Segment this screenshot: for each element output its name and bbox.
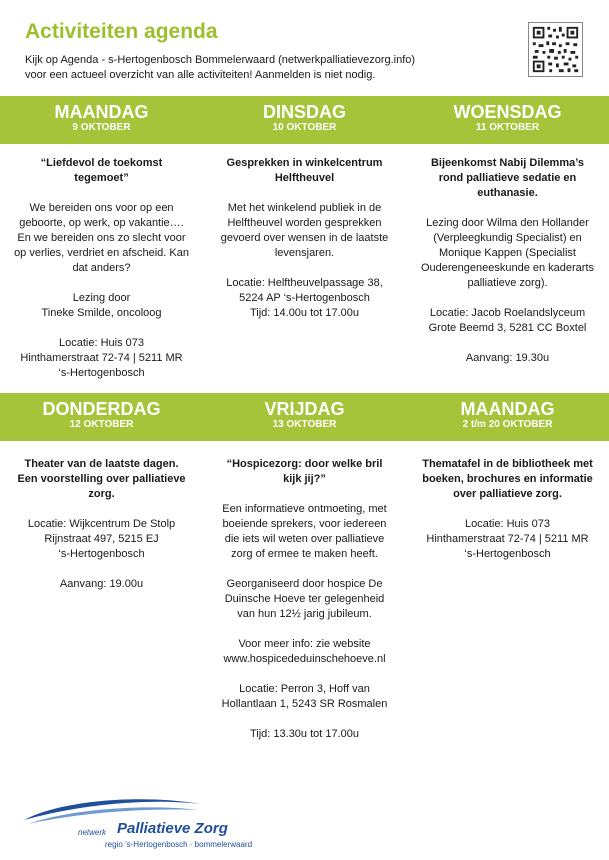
event-info xyxy=(217,637,392,667)
day-band-row-1 xyxy=(0,96,609,144)
location-line: Grote Beemd 3, 5281 CC Boxtel xyxy=(428,322,587,334)
location-line: Locatie: Huis 073 xyxy=(59,337,144,349)
day-name: DONDERDAG xyxy=(42,399,161,419)
intro-line-2: voor een actueel overzicht van alle activiteiten! Aanmelden is niet nodig. xyxy=(25,69,376,81)
day-header-tuesday-10 xyxy=(203,96,406,144)
day-date: 9 OKTOBER xyxy=(72,122,131,133)
intro-line-1-text: Kijk op Agenda - s-Hertogenbosch Bommelerwaard (netwerkpalliatievezorg.info) xyxy=(25,54,416,66)
location-line: Hinthamerstraat 72-74 | 5211 MR xyxy=(20,352,183,364)
event-location xyxy=(217,276,392,321)
event-title: “Liefdevol de toekomst tegemoet” xyxy=(40,157,163,184)
intro-line-1 xyxy=(25,53,495,68)
day-date: 10 OKTOBER xyxy=(272,122,337,133)
qr-code-icon xyxy=(528,22,583,77)
day-name: VRIJDAG xyxy=(264,399,345,419)
event-title: Bijeenkomst Nabij Dilemma’s rond palliatieve sedatie en euthanasie. xyxy=(430,157,585,199)
event-location xyxy=(420,517,595,562)
event-title: Gesprekken in winkelcentrum Helftheuvel xyxy=(226,157,383,184)
day-name: MAANDAG xyxy=(54,102,149,122)
day-date: 2 t/m 20 OKTOBER xyxy=(462,419,553,430)
event-title: “Hospicezorg: door welke bril kijk jij?” xyxy=(226,458,383,485)
event-friday-13 xyxy=(203,457,406,757)
event-monday-9 xyxy=(0,156,203,396)
location-line: 5224 AP ‘s-Hertogenbosch xyxy=(239,292,370,304)
event-body: Lezing door Wilma den Hollander (Verpleegkundig Specialist) en Monique Kappen (Specialist Ouderengeneeskunde en kaderarts palliatieve zorg). xyxy=(420,217,595,289)
location-line: Locatie: Wijkcentrum De Stolp xyxy=(27,518,176,530)
event-start: Aanvang: 19.30u xyxy=(465,352,550,364)
day-header-monday-2-20 xyxy=(406,393,609,441)
day-header-friday-13 xyxy=(203,393,406,441)
event-body: We bereiden ons voor op een geboorte, op werk, op vakantie…. En we bereiden ons zo slecht voor op verlies, verdriet en afscheid. Kan dat anders? xyxy=(14,202,189,274)
day-name: MAANDAG xyxy=(460,399,555,419)
event-time: Tijd: 14.00u tot 17.00u xyxy=(249,307,360,319)
event-start: Aanvang: 19.00u xyxy=(59,578,144,590)
event-body: Een informatieve ontmoeting, met boeiende sprekers, voor iedereen die iets wil weten over palliatieve zorg of ermee te maken heeft. xyxy=(222,503,387,560)
day-header-monday-9 xyxy=(0,96,203,144)
page-title: Activiteiten agenda xyxy=(25,20,218,43)
logo-title: Palliatieve Zorg xyxy=(117,820,228,837)
event-thursday-12 xyxy=(0,457,203,757)
speaker-label: Lezing door xyxy=(72,292,131,304)
event-body: Met het winkelend publiek in de Helftheuvel worden gesprekken gevoerd over wensen in de laatste levensjaren. xyxy=(220,202,389,259)
event-title: Thematafel in de bibliotheek met boeken, brochures en informatie over palliatieve zorg. xyxy=(422,458,593,500)
events-row-1 xyxy=(0,156,609,396)
event-title: Theater van de laatste dagen. Een voorstelling over palliatieve zorg. xyxy=(17,458,186,500)
event-time: Tijd: 13.30u tot 17.00u xyxy=(249,728,360,740)
day-name: WOENSDAG xyxy=(453,102,562,122)
location-line: ‘s-Hertogenbosch xyxy=(58,548,145,560)
location-line: Locatie: Huis 073 xyxy=(465,518,550,530)
speaker-name: Tineke Smilde, oncoloog xyxy=(41,307,162,319)
day-date: 11 OKTOBER xyxy=(475,122,540,133)
day-band-row-2 xyxy=(0,393,609,441)
event-monday-2-20 xyxy=(406,457,609,757)
event-location xyxy=(420,306,595,336)
location-line: Rijnstraat 497, 5215 EJ xyxy=(44,533,159,545)
event-location xyxy=(14,517,189,562)
logo-subtitle: regio ’s-Hertogenbosch · bommelerwaard xyxy=(105,840,253,849)
day-header-thursday-12 xyxy=(0,393,203,441)
events-row-2 xyxy=(0,457,609,757)
location-line: ‘s-Hertogenbosch xyxy=(58,367,145,379)
logo-small-text: netwerk xyxy=(78,828,107,837)
info-line: Voor meer info: zie website xyxy=(238,638,371,650)
location-line: ‘s-Hertogenbosch xyxy=(464,548,551,560)
event-wednesday-11 xyxy=(406,156,609,396)
event-location: Locatie: Perron 3, Hoff van Hollantlaan 1, 5243 SR Rosmalen xyxy=(221,683,388,710)
day-header-wednesday-11 xyxy=(406,96,609,144)
event-tuesday-10 xyxy=(203,156,406,396)
event-speaker xyxy=(14,291,189,321)
day-name: DINSDAG xyxy=(262,102,346,122)
location-line: Locatie: Jacob Roelandslyceum xyxy=(429,307,586,319)
event-location xyxy=(14,336,189,381)
location-line: Hinthamerstraat 72-74 | 5211 MR xyxy=(426,533,589,545)
location-line: Locatie: Helftheuvelpassage 38, xyxy=(226,277,383,289)
day-date: 13 OKTOBER xyxy=(272,419,337,430)
website-link[interactable]: www.hospicededuinschehoeve.nl xyxy=(223,653,386,665)
day-date: 12 OKTOBER xyxy=(69,419,134,430)
event-organizer: Georganiseerd door hospice De Duinsche Hoeve ter gelegenheid van hun 12½ jarig jubileum. xyxy=(224,578,385,620)
intro-text xyxy=(25,53,495,83)
